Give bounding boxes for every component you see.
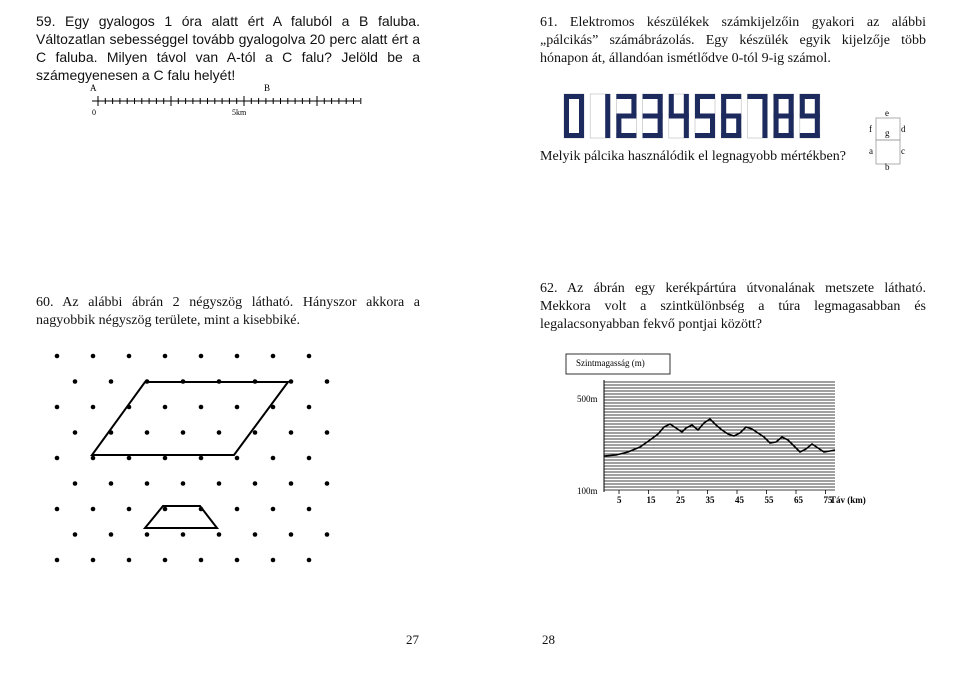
- digit-segment: [605, 116, 610, 138]
- grid-dot: [271, 354, 276, 359]
- digit-segment: [695, 94, 700, 116]
- digit-segment: [721, 114, 741, 119]
- grid-dot: [55, 456, 60, 461]
- digit-segment: [684, 116, 689, 138]
- grid-dot: [199, 405, 204, 410]
- segment-label-diagram: [876, 118, 900, 164]
- grid-dot: [253, 430, 258, 435]
- digit-segment: [800, 133, 820, 138]
- digit-1: [590, 94, 610, 138]
- grid-dot: [109, 481, 114, 486]
- digit-segment: [721, 116, 726, 138]
- grid-dot: [307, 507, 312, 512]
- grid-dot: [163, 456, 168, 461]
- grid-dot: [307, 354, 312, 359]
- digit-0: [564, 94, 584, 138]
- digit-segment: [800, 94, 805, 116]
- digit-segment: [762, 94, 767, 116]
- segment-label-d: d: [901, 124, 906, 134]
- segment-label-e: e: [885, 108, 889, 118]
- chart-x-tick-label: 35: [705, 495, 715, 505]
- grid-dot: [91, 405, 96, 410]
- digit-segment: [695, 114, 715, 119]
- grid-dot: [217, 481, 222, 486]
- grid-dot: [181, 430, 186, 435]
- problem-61-question: Melyik pálcika használódik el legnagyobb mértékben?: [540, 149, 846, 164]
- grid-dot: [217, 430, 222, 435]
- digit-segment: [695, 133, 715, 138]
- grid-dot: [217, 532, 222, 537]
- digit-segment: [815, 94, 820, 116]
- seven-segment-digits: [564, 94, 820, 138]
- elevation-profile: [604, 419, 835, 456]
- grid-dot: [271, 507, 276, 512]
- problem-62-text: 62. Az ábrán egy kerékpártúra útvonalának metszete látható. Mekkora volt a szintkülönbség a túra legmagasabban és legalacsonyabban fekvő pontjai között?: [540, 281, 926, 332]
- digit-5: [695, 94, 715, 138]
- grid-dot: [55, 507, 60, 512]
- number-line-label-a: A: [90, 83, 97, 93]
- chart-x-tick-label: 15: [646, 495, 656, 505]
- chart-y-tick-500: 500m: [577, 394, 598, 404]
- grid-dot: [325, 532, 330, 537]
- grid-dot: [73, 379, 78, 384]
- grid-dot: [163, 354, 168, 359]
- grid-dot: [235, 558, 240, 563]
- page-number-left: 27: [406, 632, 419, 647]
- grid-dot: [235, 456, 240, 461]
- grid-dot: [289, 481, 294, 486]
- chart-x-ticks: [617, 490, 833, 505]
- chart-y-tick-100: 100m: [577, 486, 598, 496]
- grid-dot: [181, 532, 186, 537]
- grid-dot: [307, 405, 312, 410]
- segment-label-f: f: [869, 124, 872, 134]
- grid-dot: [199, 354, 204, 359]
- grid-dot: [91, 507, 96, 512]
- grid-dot: [289, 532, 294, 537]
- digit-segment: [643, 114, 663, 119]
- segment-label-b: b: [885, 162, 890, 172]
- grid-dot: [181, 481, 186, 486]
- problem-59-text: 59. Egy gyalogos 1 óra alatt ért A faluból a B faluba. Változatlan sebességgel tovább gyalogolva 20 perc alatt ért a C faluba. Milyen távol van A-tól a C falu? Jelöld be a számegyenesen a C falu helyét!: [36, 13, 420, 83]
- grid-dot: [271, 456, 276, 461]
- page-number-right: 28: [542, 632, 555, 647]
- digit-segment: [774, 114, 794, 119]
- grid-dot: [307, 456, 312, 461]
- problem-61-text: 61. Elektromos készülékek számkijelzőin gyakori az alábbi „pálcikás” számábrázolás. Egy készülék egyik kijelzője több hónapon át, állandóan ismétlődve 0-tól 9-ig számol.: [540, 15, 926, 66]
- digit-8: [774, 94, 794, 138]
- grid-dot: [145, 481, 150, 486]
- digit-segment: [564, 94, 569, 116]
- digit-segment: [789, 94, 794, 116]
- grid-dot: [235, 507, 240, 512]
- grid-dot: [127, 507, 132, 512]
- digit-segment: [762, 116, 767, 138]
- grid-dot: [55, 354, 60, 359]
- grid-dot: [253, 532, 258, 537]
- digit-segment: [774, 116, 779, 138]
- grid-dot: [109, 532, 114, 537]
- grid-dot: [73, 430, 78, 435]
- chart-x-tick-label: 5: [617, 495, 622, 505]
- digit-segment: [669, 114, 689, 119]
- digit-9: [800, 94, 820, 138]
- grid-dot: [253, 481, 258, 486]
- grid-dot: [235, 405, 240, 410]
- digit-segment: [643, 133, 663, 138]
- chart-x-tick-label: 75: [823, 495, 833, 505]
- digit-segment: [669, 94, 674, 116]
- small-trapezoid: [145, 506, 217, 528]
- grid-dot: [127, 558, 132, 563]
- grid-dot: [127, 456, 132, 461]
- segment-label-g: g: [885, 128, 890, 138]
- grid-dot: [199, 558, 204, 563]
- number-line-label-0: 0: [92, 108, 96, 117]
- digit-segment: [564, 116, 569, 138]
- number-line: [90, 83, 361, 117]
- chart-y-axis-label: Szintmagasság (m): [576, 358, 645, 368]
- grid-dot: [91, 456, 96, 461]
- digit-7: [747, 94, 767, 138]
- grid-dot: [163, 507, 168, 512]
- segment-label-a: a: [869, 146, 873, 156]
- large-parallelogram: [92, 382, 288, 455]
- grid-dot: [325, 481, 330, 486]
- digit-segment: [605, 94, 610, 116]
- grid-dot: [325, 379, 330, 384]
- digit-segment: [800, 114, 820, 119]
- grid-dot: [307, 558, 312, 563]
- digit-6: [721, 94, 741, 138]
- number-line-label-b: B: [264, 83, 271, 93]
- grid-dot: [55, 558, 60, 563]
- digit-segment: [616, 114, 636, 119]
- problem-60-text: 60. Az alábbi ábrán 2 négyszög látható. Hányszor akkora a nagyobbik négyszög területe, mint a kisebbiké.: [36, 295, 420, 328]
- grid-dot: [289, 430, 294, 435]
- number-line-label-5km: 5km: [232, 108, 247, 117]
- grid-dot: [55, 405, 60, 410]
- digit-segment: [721, 94, 726, 116]
- grid-dot: [235, 354, 240, 359]
- grid-dot: [163, 558, 168, 563]
- grid-dot: [91, 354, 96, 359]
- grid-dot: [325, 430, 330, 435]
- chart-x-tick-label: 65: [794, 495, 803, 505]
- digit-segment: [658, 94, 663, 116]
- grid-dot: [199, 456, 204, 461]
- grid-dot: [127, 354, 132, 359]
- grid-dot: [109, 379, 114, 384]
- digit-3: [643, 94, 663, 138]
- digit-segment: [579, 94, 584, 116]
- grid-dot: [91, 558, 96, 563]
- dot-grid: [55, 354, 330, 563]
- segment-label-c: c: [901, 146, 905, 156]
- chart-x-tick-label: 45: [735, 495, 744, 505]
- grid-dot: [145, 532, 150, 537]
- digit-segment: [616, 116, 621, 138]
- digit-segment: [684, 94, 689, 116]
- quadrilaterals: [92, 382, 288, 528]
- elevation-chart: [566, 354, 866, 505]
- chart-x-tick-label: 55: [764, 495, 774, 505]
- digit-2: [616, 94, 636, 138]
- digit-segment: [774, 94, 779, 116]
- digit-segment: [631, 94, 636, 116]
- grid-dot: [73, 532, 78, 537]
- digit-4: [669, 94, 689, 138]
- grid-dot: [145, 430, 150, 435]
- grid-dot: [163, 405, 168, 410]
- grid-dot: [271, 558, 276, 563]
- grid-dot: [73, 481, 78, 486]
- chart-x-axis-label: Táv (km): [830, 495, 866, 505]
- chart-x-tick-label: 25: [676, 495, 685, 505]
